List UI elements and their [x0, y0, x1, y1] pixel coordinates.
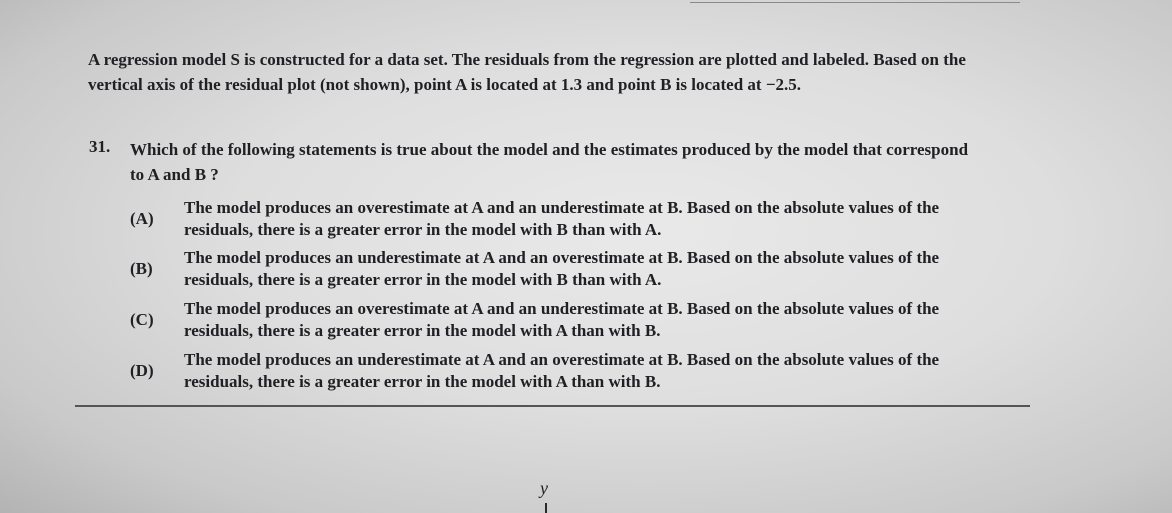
- choice-line-2: residuals, there is a greater error in the model with A than with B.: [184, 372, 661, 391]
- choice-line-2: residuals, there is a greater error in the model with B than with A.: [184, 270, 662, 289]
- choice-letter: (A): [130, 209, 154, 228]
- choice-line-1: The model produces an overestimate at A and an underestimate at B. Based on the absolute values of the: [184, 198, 940, 217]
- question-line-2: to A and B ?: [130, 165, 219, 184]
- choice-c: [130, 298, 1010, 346]
- choice-text: [184, 197, 1014, 241]
- question-line-1: Which of the following statements is true about the model and the estimates produced by the model that correspond: [130, 140, 969, 159]
- choice-line-2: residuals, there is a greater error in the model with B than with A.: [184, 220, 662, 239]
- choice-a: [130, 197, 1010, 245]
- choice-text: [184, 247, 1014, 291]
- intro-paragraph: [88, 47, 1038, 97]
- section-divider: [75, 405, 1030, 407]
- intro-line-1: A regression model S is constructed for a data set. The residuals from the regression are plotted and labeled. Based on the: [88, 50, 966, 69]
- choice-line-1: The model produces an underestimate at A and an overestimate at B. Based on the absolute values of the: [184, 350, 940, 369]
- choice-line-1: The model produces an underestimate at A and an overestimate at B. Based on the absolute values of the: [184, 248, 940, 267]
- choice-line-2: residuals, there is a greater error in the model with A than with B.: [184, 321, 661, 340]
- choice-b: [130, 247, 1010, 295]
- choice-letter: (B): [130, 259, 153, 278]
- choice-line-1: The model produces an overestimate at A and an underestimate at B. Based on the absolute values of the: [184, 299, 940, 318]
- choice-letter: (C): [130, 310, 154, 329]
- choice-text: [184, 298, 1014, 342]
- figure-axis-label: y: [540, 478, 548, 498]
- figure-axis-line: [545, 503, 547, 513]
- choice-d: [130, 349, 1010, 397]
- choice-text: [184, 349, 1014, 393]
- question-stem: [130, 137, 1030, 187]
- question-number: 31.: [89, 137, 111, 156]
- intro-line-2: vertical axis of the residual plot (not shown), point A is located at 1.3 and point B is located at −2.5.: [88, 75, 802, 94]
- top-edge-line: [690, 2, 1020, 3]
- choice-letter: (D): [130, 361, 154, 380]
